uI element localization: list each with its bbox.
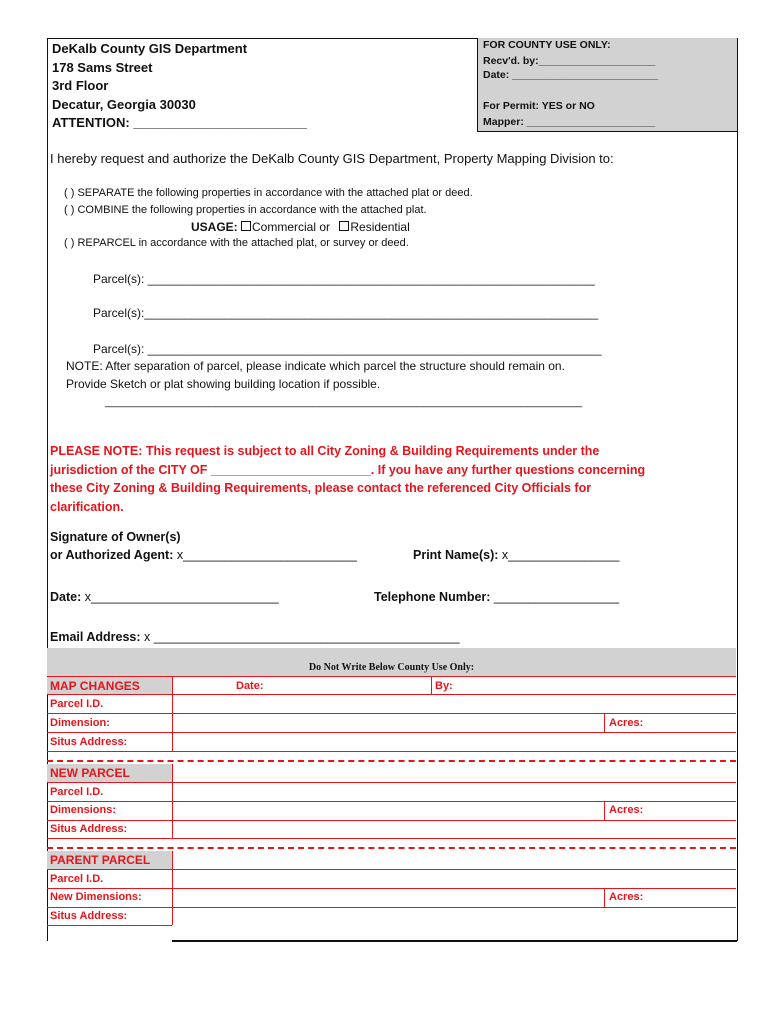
parcel-field-1[interactable]: Parcel(s): ___________________________________________________________________ — [93, 272, 595, 286]
map-date-by-divider — [431, 676, 432, 694]
map-changes-label: MAP CHANGES — [50, 679, 140, 693]
county-section-header — [47, 648, 736, 676]
residential-label: Residential — [350, 220, 410, 234]
option-reparcel[interactable]: ( ) REPARCEL in accordance with the attached plat, or survey or deed. — [64, 237, 409, 249]
new-dimensions-label: Dimensions: — [50, 804, 117, 816]
new-acres-label: Acres: — [609, 804, 644, 816]
department-name: DeKalb County GIS Department — [52, 41, 248, 56]
map-acres-label: Acres: — [609, 717, 644, 729]
please-note-line-4: clarification. — [50, 499, 124, 514]
date-field[interactable]: x___________________________ — [81, 590, 279, 604]
telephone-row — [374, 590, 619, 604]
new-parcel-label: NEW PARCEL — [50, 766, 130, 780]
print-name-label: Print Name(s): — [413, 548, 499, 562]
parent-acres-divider — [604, 888, 605, 907]
map-by-label: By: — [435, 680, 453, 692]
city-state-zip: Decatur, Georgia 30030 — [52, 96, 196, 112]
commercial-checkbox[interactable] — [241, 221, 251, 231]
new-row-line-3 — [47, 820, 736, 821]
signature-label: Signature of Owner(s) — [50, 530, 181, 544]
date-row — [50, 590, 279, 604]
note-line-1: NOTE: After separation of parcel, please indicate which parcel the structure should remain on. — [66, 359, 565, 373]
permit-field[interactable]: For Permit: YES or NO — [483, 100, 595, 112]
parent-parcel-id-label: Parcel I.D. — [50, 873, 104, 885]
note-line-2: Provide Sketch or plat showing building location if possible. — [66, 377, 381, 391]
telephone-field[interactable]: __________________ — [490, 590, 620, 604]
parent-row-line-3 — [47, 907, 736, 908]
dashed-divider-2 — [47, 847, 736, 849]
map-situs-label: Situs Address: — [50, 736, 128, 748]
form-bottom-line — [172, 940, 737, 942]
received-by-field[interactable]: Recv'd. by:____________________ — [483, 55, 656, 67]
print-name-row — [413, 548, 619, 562]
new-acres-divider — [604, 801, 605, 820]
new-col-divider — [172, 764, 173, 838]
print-name-field[interactable]: x________________ — [498, 548, 620, 562]
map-date-label: Date: — [236, 680, 264, 692]
signature-field[interactable]: x_________________________ — [173, 548, 357, 562]
parent-parcel-label: PARENT PARCEL — [50, 853, 151, 867]
map-row-line-3 — [47, 732, 736, 733]
please-note-line-1: PLEASE NOTE: This request is subject to all City Zoning & Building Requirements under the — [50, 444, 600, 458]
map-acres-divider — [604, 713, 605, 732]
county-use-box — [477, 38, 737, 132]
intro-text: I hereby request and authorize the DeKalb County GIS Department, Property Mapping Division to: — [50, 151, 614, 166]
structure-location-field[interactable]: ______________________________________________________________________________ — [105, 396, 583, 408]
parent-new-dimensions-label: New Dimensions: — [50, 891, 142, 903]
parent-row-line-2 — [47, 888, 736, 889]
county-section-title: Do Not Write Below County Use Only: — [308, 662, 475, 673]
street-address: 178 Sams Street — [52, 59, 153, 75]
department-address — [52, 40, 307, 133]
new-row-line-4 — [47, 838, 736, 839]
parent-acres-label: Acres: — [609, 891, 644, 903]
parent-col-divider — [172, 851, 173, 925]
new-situs-label: Situs Address: — [50, 823, 128, 835]
signature-row — [50, 548, 357, 562]
telephone-label: Telephone Number: — [374, 590, 491, 604]
county-use-title: FOR COUNTY USE ONLY: — [483, 39, 611, 51]
parent-row-line-1 — [47, 869, 736, 870]
email-row — [50, 630, 460, 644]
map-changes-top-line — [47, 676, 736, 677]
email-field[interactable]: x ____________________________________________ — [140, 630, 460, 644]
parent-situs-label: Situs Address: — [50, 910, 128, 922]
option-separate[interactable]: ( ) SEPARATE the following properties in accordance with the attached plat or deed. — [64, 187, 473, 199]
new-row-line-1 — [47, 782, 736, 783]
please-note-line-2: jurisdiction of the CITY OF _______________________. If you have any further questions concerning — [50, 462, 646, 477]
map-row-line-2 — [47, 713, 736, 714]
new-row-line-2 — [47, 801, 736, 802]
map-parcel-id-label: Parcel I.D. — [50, 698, 104, 710]
usage-row — [191, 220, 410, 234]
parent-row-line-4 — [47, 925, 172, 926]
please-note — [50, 442, 730, 516]
email-label: Email Address: — [50, 630, 141, 644]
map-col-divider — [172, 676, 173, 751]
parcel-field-3[interactable]: Parcel(s): ____________________________________________________________________ — [93, 342, 602, 356]
dashed-divider-1 — [47, 760, 736, 762]
floor: 3rd Floor — [52, 78, 109, 93]
agent-label: or Authorized Agent: — [50, 548, 174, 562]
usage-label: USAGE: — [191, 220, 238, 234]
map-row-line-1 — [47, 694, 736, 695]
parcel-field-2[interactable]: Parcel(s):____________________________________________________________________ — [93, 306, 599, 320]
commercial-label: Commercial or — [252, 220, 331, 234]
residential-checkbox[interactable] — [339, 221, 349, 231]
attention-field[interactable]: ATTENTION: ________________________ — [52, 115, 307, 130]
date-label: Date: — [50, 590, 82, 604]
map-dimension-label: Dimension: — [50, 717, 110, 729]
mapper-field[interactable]: Mapper: ______________________ — [483, 116, 656, 128]
county-date-field[interactable]: Date: _________________________ — [483, 69, 659, 81]
new-parcel-id-label: Parcel I.D. — [50, 786, 104, 798]
map-row-line-4 — [47, 751, 736, 752]
please-note-line-3: these City Zoning & Building Requirements, please contact the referenced City Officials for — [50, 481, 592, 495]
option-combine[interactable]: ( ) COMBINE the following properties in accordance with the attached plat. — [64, 204, 427, 216]
